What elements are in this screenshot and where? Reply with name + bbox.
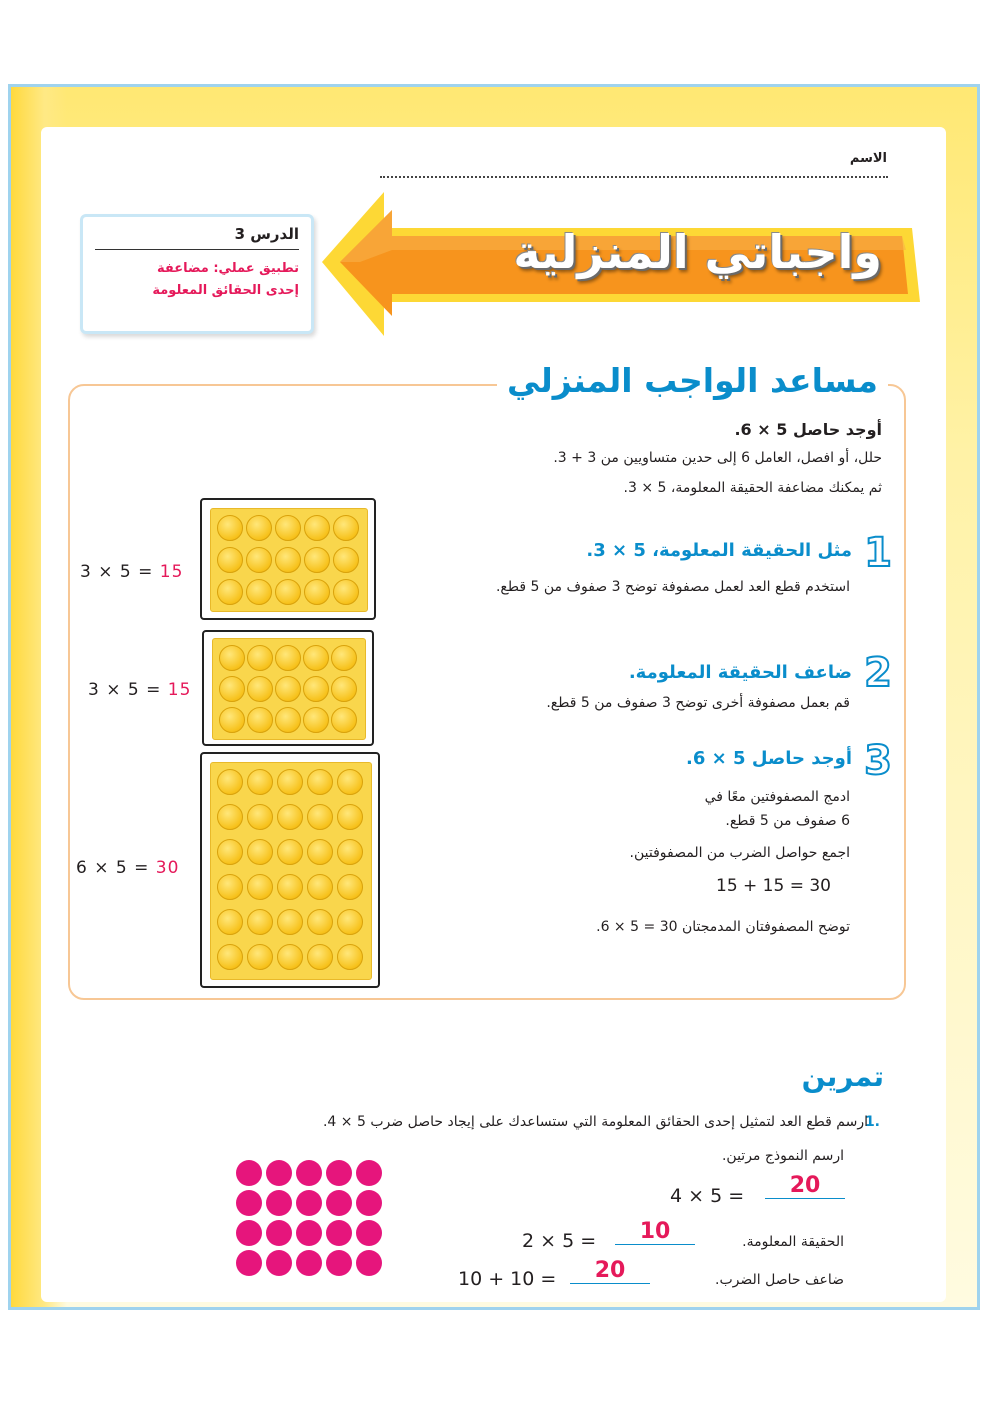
counter-piece [275, 676, 301, 702]
homework-title: واجباتي المنزلية [513, 225, 882, 279]
step-2-number: 2 [864, 650, 892, 696]
equation-3-left: 6 × 5 = [76, 858, 156, 878]
name-label: الاسم [849, 151, 887, 166]
counter-piece [217, 839, 243, 865]
counter-piece [337, 769, 363, 795]
counter-piece [246, 547, 272, 573]
step-1-number: 1 [864, 530, 892, 576]
pink-counter [356, 1220, 382, 1246]
pink-counter [296, 1250, 322, 1276]
counter-piece [277, 839, 303, 865]
pink-counter [266, 1250, 292, 1276]
equation-2-left: 3 × 5 = [88, 680, 168, 700]
practice-answer-3[interactable]: 20 [570, 1261, 650, 1284]
pink-counter [326, 1190, 352, 1216]
helper-intro-1: حلل، أو افصل، العامل 6 إلى حدين متساويين من 3 + 3. [553, 450, 882, 466]
pink-counter [236, 1190, 262, 1216]
pink-counter [356, 1250, 382, 1276]
practice-eq-3-left: 10 + 10 = [458, 1268, 557, 1290]
array-box-1 [200, 498, 376, 620]
pink-counter [266, 1220, 292, 1246]
practice-answer-2[interactable]: 10 [615, 1222, 695, 1245]
counter-piece [333, 547, 359, 573]
helper-intro-2: ثم يمكنك مضاعفة الحقيقة المعلومة، 5 × 3. [623, 480, 882, 496]
step-3-conclusion: توضح المصفوفتان المدمجتان 30 = 5 × 6. [596, 919, 850, 935]
counter-piece [247, 804, 273, 830]
counter-piece [277, 874, 303, 900]
equation-2 [88, 680, 191, 700]
lesson-subtitle-2: إحدى الحقائق المعلومة [152, 283, 299, 298]
counter-piece [217, 944, 243, 970]
step-1-text: استخدم قطع العد لعمل مصفوفة توضح 3 صفوف من 5 قطع. [495, 579, 850, 595]
counter-piece [246, 515, 272, 541]
practice-eq-2-left: 2 × 5 = [522, 1230, 597, 1252]
exercise-1-instruction: ارسم قطع العد لتمثيل إحدى الحقائق المعلومة التي ستساعدك على إيجاد حاصل ضرب 5 × 4. [322, 1114, 868, 1130]
pink-counter [236, 1250, 262, 1276]
array-2 [212, 638, 366, 740]
counter-piece [337, 839, 363, 865]
counter-piece [217, 874, 243, 900]
equation-3-result: 30 [155, 858, 180, 878]
counter-piece [247, 676, 273, 702]
counter-piece [247, 909, 273, 935]
counter-piece [275, 707, 301, 733]
array-3 [210, 762, 372, 980]
practice-title: تمرين [801, 1060, 884, 1093]
counter-piece [303, 707, 329, 733]
counter-piece [277, 804, 303, 830]
pink-counter [266, 1190, 292, 1216]
array-box-2 [202, 630, 374, 746]
pink-counter [296, 1190, 322, 1216]
counter-piece [219, 707, 245, 733]
step-1-title: مثل الحقيقة المعلومة، 5 × 3. [586, 540, 852, 561]
counter-piece [275, 645, 301, 671]
pink-counter [236, 1160, 262, 1186]
counter-piece [307, 909, 333, 935]
counter-piece [247, 769, 273, 795]
exercise-1-number: 1. [864, 1114, 880, 1130]
counter-piece [275, 579, 301, 605]
step-3-sum: 15 + 15 = 30 [716, 876, 831, 896]
step-3-text-c: اجمع حواصل الضرب من المصفوفتين. [629, 845, 850, 861]
step-3-number: 3 [864, 738, 892, 784]
double-product-label: ضاعف حاصل الضرب. [715, 1272, 844, 1288]
equation-3 [76, 858, 179, 878]
counter-piece [303, 676, 329, 702]
pink-counter [236, 1220, 262, 1246]
step-2-text: قم بعمل مصفوفة أخرى توضح 3 صفوف من 5 قطع. [546, 695, 850, 711]
pink-counter [326, 1220, 352, 1246]
equation-1-left: 3 × 5 = [80, 562, 160, 582]
counter-piece [217, 547, 243, 573]
pink-counter [266, 1160, 292, 1186]
counter-piece [333, 579, 359, 605]
counter-piece [307, 874, 333, 900]
counter-piece [247, 839, 273, 865]
pink-counter [296, 1220, 322, 1246]
counter-piece [247, 874, 273, 900]
counter-piece [277, 944, 303, 970]
counter-piece [337, 804, 363, 830]
counter-piece [246, 579, 272, 605]
counter-piece [331, 707, 357, 733]
counter-piece [219, 645, 245, 671]
step-3-text-a: ادمج المصفوفتين معًا في [704, 789, 850, 805]
counter-piece [247, 944, 273, 970]
counter-piece [307, 804, 333, 830]
counter-piece [333, 515, 359, 541]
counter-piece [217, 769, 243, 795]
equation-1 [80, 562, 183, 582]
counter-piece [337, 874, 363, 900]
counter-piece [307, 839, 333, 865]
counter-piece [331, 676, 357, 702]
pink-counter [296, 1160, 322, 1186]
helper-question: أوجد حاصل 5 × 6. [734, 420, 882, 439]
counter-piece [304, 547, 330, 573]
pink-counter [326, 1250, 352, 1276]
counter-piece [331, 645, 357, 671]
helper-title: مساعد الواجب المنزلي [497, 361, 888, 400]
step-3-text-b: 6 صفوف من 5 قطع. [725, 813, 850, 829]
counter-piece [307, 769, 333, 795]
pink-counter [356, 1160, 382, 1186]
counter-piece [277, 769, 303, 795]
counter-piece [275, 515, 301, 541]
lesson-card [80, 214, 314, 334]
counter-piece [217, 579, 243, 605]
counter-piece [217, 515, 243, 541]
counter-piece [277, 909, 303, 935]
array-box-3 [200, 752, 380, 988]
practice-eq-1: 4 × 5 = [670, 1185, 745, 1207]
counter-piece [304, 515, 330, 541]
counter-piece [307, 944, 333, 970]
lesson-subtitle-1: تطبيق عملي: مضاعفة [156, 261, 299, 276]
counter-piece [247, 645, 273, 671]
step-3-title: أوجد حاصل 5 × 6. [686, 748, 852, 769]
pink-counter [356, 1190, 382, 1216]
counter-piece [304, 579, 330, 605]
counter-piece [275, 547, 301, 573]
counter-piece [217, 909, 243, 935]
counter-piece [247, 707, 273, 733]
counter-piece [303, 645, 329, 671]
array-1 [210, 508, 368, 612]
counter-piece [337, 944, 363, 970]
equation-2-result: 15 [167, 680, 192, 700]
counter-piece [217, 804, 243, 830]
practice-answer-1[interactable]: 20 [765, 1176, 845, 1199]
counter-piece [337, 909, 363, 935]
counter-piece [219, 676, 245, 702]
exercise-1-instruction-2: ارسم النموذج مرتين. [721, 1148, 844, 1164]
step-2-title: ضاعف الحقيقة المعلومة. [628, 662, 852, 683]
lesson-label: الدرس 3 [95, 225, 299, 250]
pink-counter [326, 1160, 352, 1186]
known-fact-label: الحقيقة المعلومة. [742, 1234, 844, 1250]
equation-1-result: 15 [159, 562, 184, 582]
